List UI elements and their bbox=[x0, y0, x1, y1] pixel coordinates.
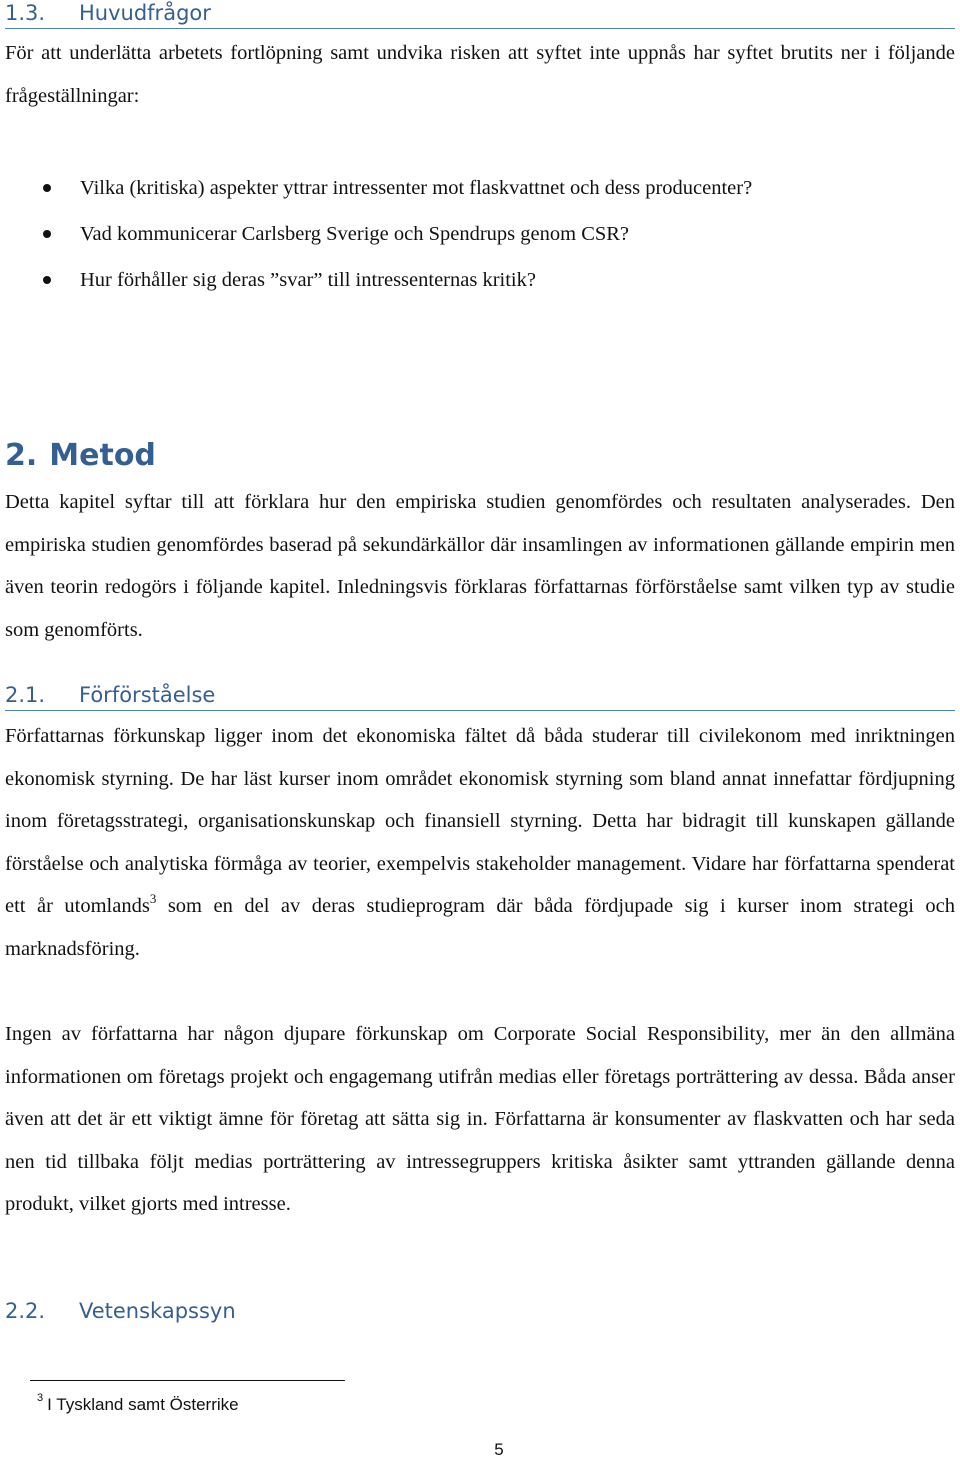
intro-paragraph: För att underlätta arbetets fortlöpning samt undvika risken att syftet inte uppnås har syftet brutits ner i följande frågeställningar: bbox=[5, 42, 955, 107]
question-text: Vilka (kritiska) aspekter yttrar intressenter mot flaskvattnet och dess producenter? bbox=[80, 177, 753, 199]
section-number: 2.2. bbox=[5, 1299, 46, 1323]
list-item bbox=[5, 165, 955, 211]
footnote-reference[interactable]: 3 bbox=[149, 891, 157, 907]
bullet-icon bbox=[43, 230, 51, 238]
question-list bbox=[5, 165, 955, 303]
paragraph-text: Författarnas förkunskap ligger inom det ekonomiska fältet då båda studerar till civilekonom med inriktningen ekonomisk styrning. De har läst kurser inom området ekonomisk styrning som bland annat innefattar fördjupning inom företagsstrategi, organisationskunskap och finansiell styrning. Detta har bidragit till kunskapen gällande förståelse och analytiska förmåga av teorier, exempelvis stakeholder management. Vidare har författarna spenderat ett år utomlands bbox=[5, 725, 955, 918]
bullet-icon bbox=[43, 276, 51, 284]
chapter-number: 2. bbox=[5, 438, 38, 473]
bullet-icon bbox=[43, 184, 51, 192]
footnote bbox=[37, 1392, 239, 1415]
chapter-heading-2 bbox=[5, 438, 156, 474]
section-title: Förförståelse bbox=[79, 683, 216, 707]
preunderstanding-paragraph-2: Ingen av författarna har någon djupare förkunskap om Corporate Social Responsibility, mer än den allmäna informationen om företags projekt och engagemang utifrån medias eller företags porträttering av dessa. Båda anser även att det är ett viktigt ämne för företag att sätta sig in. Författarna är konsumenter av flaskvatten och har seda nen tid tillbaka följt medias porträttering av intressegruppers kritiska åsikter samt yttranden gällande denna produkt, vilket gjorts med intresse. bbox=[5, 1023, 955, 1216]
list-item bbox=[5, 257, 955, 303]
section-heading-2-1 bbox=[5, 682, 955, 711]
section-number: 1.3. bbox=[5, 1, 46, 25]
section-title: Huvudfrågor bbox=[79, 1, 211, 25]
section-title: Vetenskapssyn bbox=[79, 1299, 236, 1323]
section-number: 2.1. bbox=[5, 683, 46, 707]
paragraph-text: som en del av deras studieprogram där båda fördjupade sig i kurser inom strategi och marknadsföring. bbox=[5, 895, 955, 960]
footnote-text: I Tyskland samt Österrike bbox=[47, 1395, 239, 1414]
list-item bbox=[5, 211, 955, 257]
footnote-number: 3 bbox=[37, 1392, 44, 1404]
preunderstanding-paragraph-1 bbox=[5, 715, 955, 971]
method-paragraph: Detta kapitel syftar till att förklara hur den empiriska studien genomfördes och resultaten analyserades. Den empiriska studien genomfördes baserad på sekundärkällor där insamlingen av informationen gällande empirin men även teorin redogörs i följande kapitel. Inledningsvis förklaras författarnas förförståelse samt vilken typ av studie som genomförts. bbox=[5, 491, 955, 641]
question-text: Hur förhåller sig deras ”svar” till intressenternas kritik? bbox=[80, 269, 536, 291]
section-heading-1-3 bbox=[5, 0, 955, 29]
section-heading-2-2 bbox=[5, 1298, 955, 1326]
chapter-title: Metod bbox=[49, 438, 156, 473]
page-number: 5 bbox=[494, 1440, 504, 1459]
question-text: Vad kommunicerar Carlsberg Sverige och Spendrups genom CSR? bbox=[80, 223, 630, 245]
footnote-divider bbox=[30, 1380, 345, 1381]
